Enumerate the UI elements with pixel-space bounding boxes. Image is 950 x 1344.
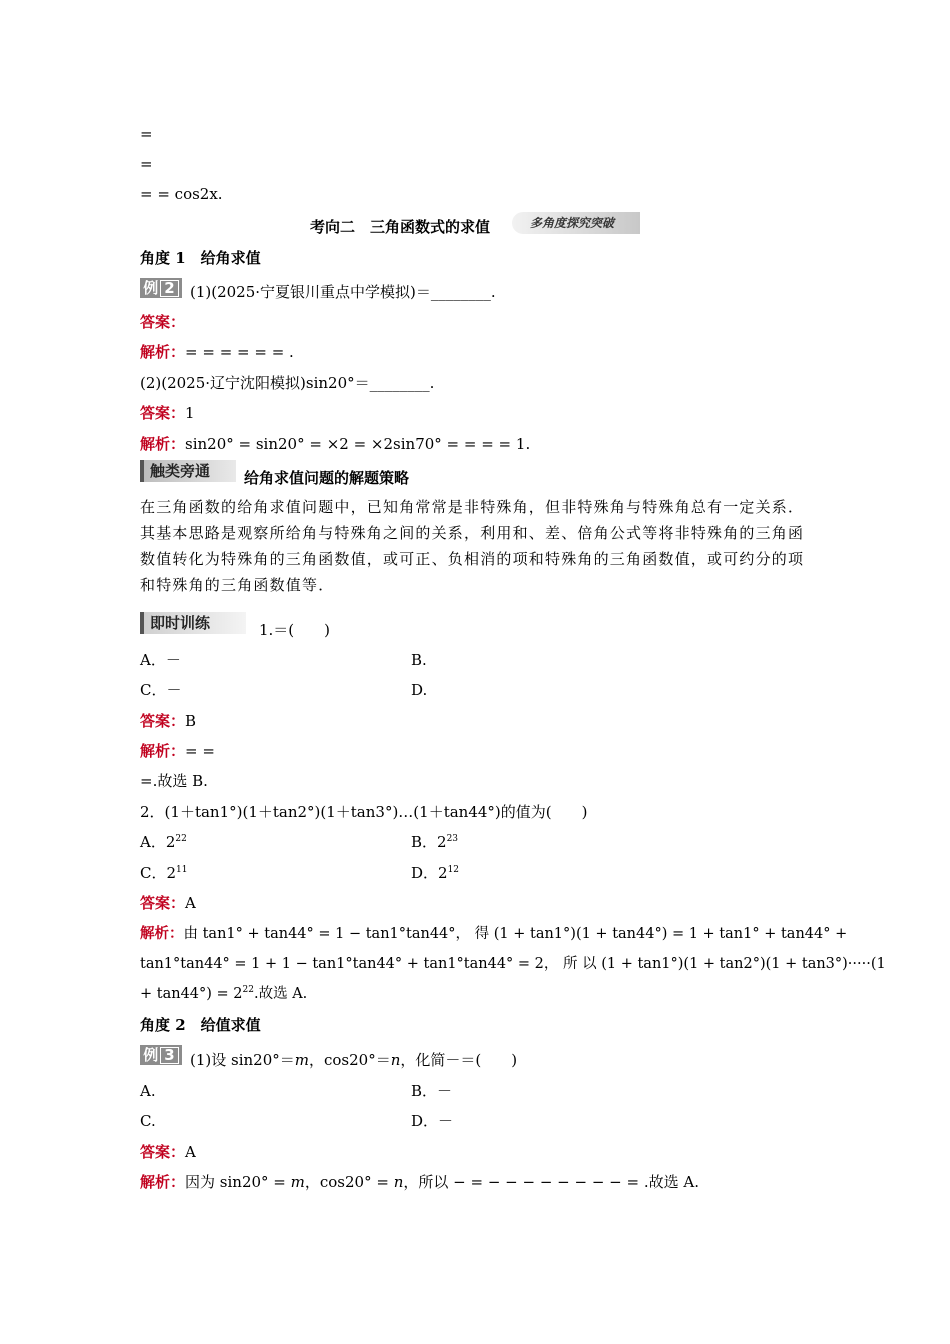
option-text: D．2 (411, 864, 448, 882)
answer-label: 答案： (140, 404, 186, 422)
ex2-question-2: (2)(2025·辽宁沈阳模拟)sin20°＝________. (140, 374, 435, 392)
drill-q2-analysis-1 (140, 924, 847, 944)
formula-line-3: = = cos2x. (140, 185, 223, 203)
angle1-heading: 角度 1 给角求值 (140, 249, 261, 267)
example-badge-word: 例 (143, 279, 159, 297)
drill-q2-option-c (140, 863, 187, 883)
answer-label: 答案： (140, 1143, 186, 1161)
example-2-badge (140, 278, 182, 298)
formula-line-1: = (140, 125, 153, 143)
drill-q2-answer (140, 893, 196, 913)
drill-q1-option-a: A．－ (140, 651, 181, 669)
option-exponent: 22 (175, 834, 187, 844)
answer-value: B (185, 712, 197, 730)
drill-q2-analysis-2: tan1°tan44° = 1 + 1 − tan1°tan44° + tan1°tan44° = 2， 所 以 (1 + tan1°)(1 + tan2°)(1 + tan3°)·····(1 (140, 956, 886, 972)
drill-q1-option-b: B. (411, 651, 427, 669)
option-text: C．2 (140, 864, 177, 882)
option-exponent: 12 (447, 865, 460, 875)
drill-q2-option-a (140, 832, 187, 852)
drill-q1-analysis-cont: =.故选 B. (140, 772, 208, 790)
drill-q2-option-b (411, 832, 458, 852)
ex3-option-a: A. (140, 1082, 156, 1100)
answer-value: A (185, 894, 196, 912)
example-badge-number: 3 (160, 1047, 178, 1064)
ex2-analysis-2 (140, 434, 530, 454)
question-text: ，化简－＝( ) (400, 1051, 518, 1069)
option-text: B．2 (411, 833, 447, 851)
ex3-analysis (140, 1172, 699, 1192)
example-badge-word: 例 (143, 1046, 159, 1064)
tip-body: 在三角函数的给角求值问题中，已知角常常是非特殊角，但非特殊角与特殊角总有一定关系．其基本思路是观察所给角与特殊角之间的关系，利用和、差、倍角公式等将非特殊角的三角函数值转化为特殊角的三角函数值，或可正、负相消的项和特殊角的三角函数值，或可约分的项和特殊角的三角函数值等． (140, 498, 805, 594)
drill-q2-analysis-3 (140, 984, 307, 1004)
ex2-answer-1 (140, 312, 185, 332)
formula-line-2: = (140, 155, 153, 173)
drill-q1-analysis (140, 741, 215, 761)
example-badge-number: 2 (160, 280, 178, 297)
tip-title: 给角求值问题的解题策略 (244, 469, 410, 487)
section-tag: 多角度探究突破 (512, 212, 640, 234)
analysis-text: = = = = = = . (185, 343, 294, 361)
example-3-badge (140, 1045, 182, 1065)
analysis-text: = = (185, 742, 215, 760)
answer-label: 答案： (140, 712, 186, 730)
analysis-label: 解析： (140, 925, 184, 942)
ex3-question (190, 1050, 517, 1070)
answer-value: A (185, 1143, 196, 1161)
ex2-question-1: (1)(2025·宁夏银川重点中学模拟)＝________. (190, 283, 496, 301)
analysis-text: + tan44°) = 2 (140, 986, 243, 1002)
drill-q1-answer (140, 711, 196, 731)
analysis-label: 解析： (140, 435, 186, 453)
ex3-option-d: D．－ (411, 1112, 454, 1130)
drill-badge: 即时训练 (140, 612, 246, 634)
drill-q2-option-d (411, 863, 459, 883)
question-text: ，cos20°＝ (309, 1051, 391, 1069)
analysis-label: 解析： (140, 742, 186, 760)
tip-badge: 触类旁通 (140, 460, 236, 482)
ex3-answer (140, 1142, 196, 1162)
drill-q1-option-c: C．－ (140, 681, 182, 699)
ex3-option-c: C. (140, 1112, 156, 1130)
variable-n: n (390, 1051, 401, 1069)
analysis-label: 解析： (140, 343, 186, 361)
angle2-heading: 角度 2 给值求值 (140, 1016, 261, 1034)
analysis-text: 因为 sin20° = (185, 1173, 291, 1191)
drill-question-2: 2．(1＋tan1°)(1＋tan2°)(1＋tan3°)…(1＋tan44°)的值为( ) (140, 803, 588, 821)
section-title: 考向二 三角函数式的求值 (310, 218, 491, 236)
ex2-answer-2 (140, 403, 195, 423)
analysis-text: .故选 A. (253, 986, 308, 1002)
analysis-exponent: 22 (242, 985, 254, 995)
analysis-text: ，所以 − = − − − − − − − − = .故选 A. (403, 1173, 699, 1191)
variable-m: m (294, 1051, 309, 1069)
variable-m: m (290, 1173, 305, 1191)
option-text: A．2 (140, 833, 176, 851)
analysis-text: sin20° = sin20° = ×2 = ×2sin70° = = = = 1. (185, 435, 531, 453)
analysis-text: ，cos20° = (304, 1173, 394, 1191)
analysis-label: 解析： (140, 1173, 186, 1191)
answer-value: 1 (185, 404, 195, 422)
option-exponent: 11 (176, 865, 188, 875)
variable-n: n (393, 1173, 404, 1191)
answer-label: 答案： (140, 313, 186, 331)
drill-q1-option-d: D. (411, 681, 428, 699)
ex3-option-b: B．－ (411, 1082, 453, 1100)
question-text: (1)设 sin20°＝ (190, 1051, 295, 1069)
drill-question-1: 1.＝( ) (259, 621, 331, 639)
answer-label: 答案： (140, 894, 186, 912)
ex2-analysis-1 (140, 342, 294, 362)
option-exponent: 23 (446, 834, 459, 844)
analysis-text: 由 tan1° + tan44° = 1 − tan1°tan44°， 得 (1 + tan1°)(1 + tan44°) = 1 + tan1° + tan44° + (183, 926, 848, 942)
